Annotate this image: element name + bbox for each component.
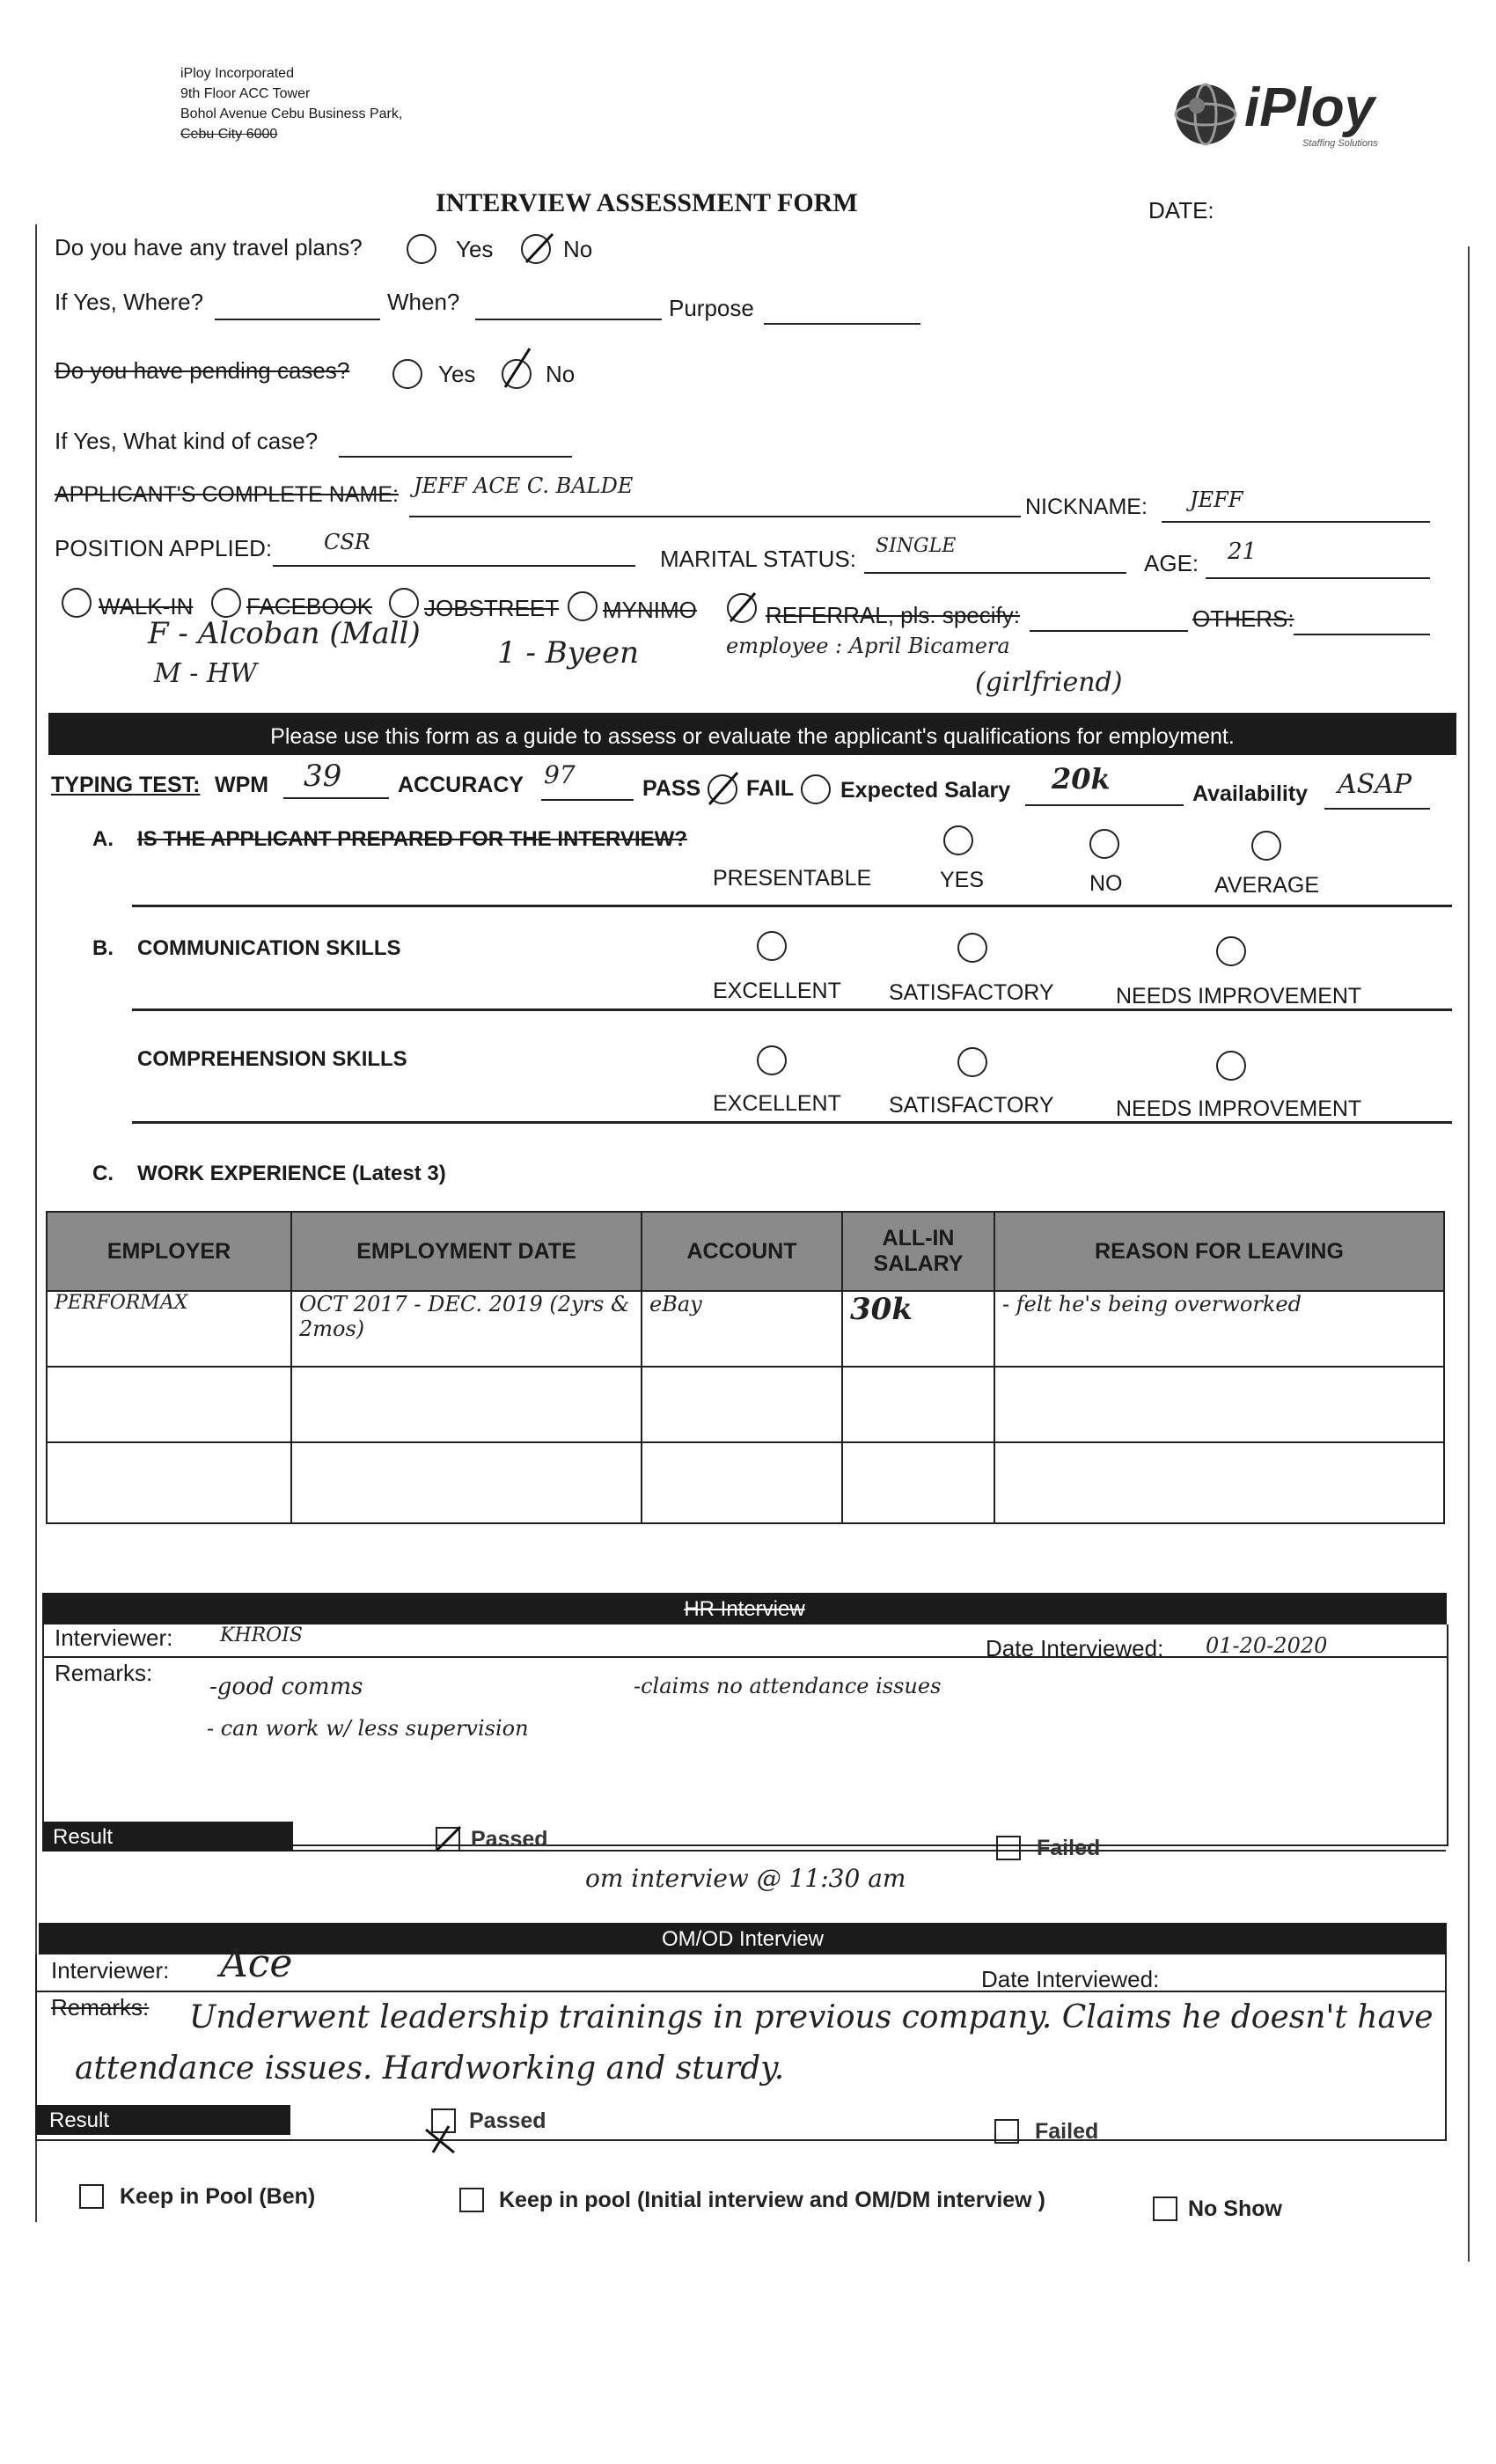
table-cell[interactable] [842,1367,994,1442]
table-cell[interactable] [47,1442,291,1523]
table-cell[interactable]: - felt he's being overworked [994,1291,1444,1367]
section-a-letter: A. [92,827,114,851]
column-header: REASON FOR LEAVING [994,1212,1444,1291]
check-mark-icon [422,2112,458,2156]
om-failed-checkbox[interactable] [994,2119,1019,2144]
name-value: JEFF ACE C. BALDE [414,473,634,498]
name-label: APPLICANT'S COMPLETE NAME: [55,482,399,507]
walkin-radio[interactable] [62,588,92,618]
pending-yes-radio[interactable] [392,359,422,389]
column-header: EMPLOYMENT DATE [291,1212,642,1291]
date-label: DATE: [1148,197,1214,224]
table-row [47,1291,1444,1367]
position-label: POSITION APPLIED: [55,535,273,561]
left-border [35,224,37,2222]
case-field[interactable] [339,456,572,458]
where-field[interactable] [215,319,380,320]
comp-excellent-label: EXCELLENT [713,1091,841,1116]
marital-field[interactable] [864,572,1126,574]
mynimo-label: MYNIMO [603,597,697,623]
om-result-bar [35,2105,290,2135]
availability-label: Availability [1192,781,1309,806]
option-yes-label: YES [940,868,985,892]
note-mother: M - HW [154,658,257,689]
marital-value: SINGLE [876,535,957,557]
keep-in-pool-ben-label: Keep in Pool (Ben) [120,2184,316,2209]
wpm-field[interactable] [283,797,389,799]
hr-failed-label: Failed [1037,1836,1101,1860]
table-cell[interactable] [642,1442,842,1523]
note-referral-relation: (girlfriend) [975,667,1123,698]
referral-field[interactable] [1030,630,1188,632]
accuracy-field[interactable] [541,799,634,801]
om-inner-line [35,1991,1445,1992]
pending-question: Do you have pending cases? [55,357,350,384]
right-border [1468,246,1470,2262]
guide-banner [48,713,1456,755]
om-date-label: Date Interviewed: [981,1966,1160,1992]
check-mark-icon [434,1823,464,1853]
salary-value: 20k [1052,762,1111,796]
keep-in-pool-initial-checkbox[interactable] [459,2188,484,2212]
jobstreet-label: JOBSTREET [424,595,560,621]
table-cell[interactable] [291,1367,642,1442]
om-remarks-label: Remarks: [51,1994,150,2020]
age-value: 21 [1228,539,1258,565]
others-field[interactable] [1294,634,1430,635]
section-divider [132,1121,1452,1124]
comm-needs-improvement-label: NEEDS IMPROVEMENT [1116,984,1362,1008]
availability-field[interactable] [1324,808,1430,810]
purpose-field[interactable] [764,323,920,325]
if-yes-where-label: If Yes, Where? [55,289,204,315]
wpm-value: 39 [304,759,342,794]
company-name: iPloy Incorporated [180,66,294,81]
table-cell[interactable] [842,1442,994,1523]
presentable-label: PRESENTABLE [713,866,872,891]
table-cell[interactable]: PERFORMAX [47,1291,291,1367]
company-logo [1170,75,1399,154]
hr-interviewer-value: KHROIS [220,1624,303,1646]
fail-radio[interactable] [801,774,831,804]
hr-date-label: Date Interviewed: [986,1635,1164,1661]
comp-satisfactory-label: SATISFACTORY [889,1093,1054,1118]
work-experience-table [46,1211,1445,1524]
table-cell[interactable] [994,1442,1444,1523]
keep-in-pool-initial-label: Keep in pool (Initial interview and OM/DM interview ) [499,2188,1045,2212]
address-line: Cebu City 6000 [180,127,278,142]
hr-interview-title: HR Interview [684,1597,805,1621]
address-line: 9th Floor ACC Tower [180,86,311,101]
comm-excellent-label: EXCELLENT [713,979,841,1003]
om-remark: attendance issues. Hardworking and sturdy. [75,2050,785,2086]
hr-date-value: 01-20-2020 [1206,1633,1328,1658]
typing-label: TYPING TEST: [51,773,201,797]
logo-wordmark: iPloy [1244,77,1375,138]
comm-satisfactory-radio[interactable] [957,933,987,963]
hr-result-label: Result [53,1825,114,1849]
position-value: CSR [324,530,370,554]
comp-satisfactory-radio[interactable] [957,1047,987,1077]
comp-excellent-radio[interactable] [757,1045,787,1075]
column-header: ALL-IN SALARY [842,1212,994,1291]
wpm-label: WPM [215,773,269,797]
salary-field[interactable] [1025,804,1184,806]
referral-label: REFERRAL, pls. specify: [766,602,1020,628]
position-field[interactable] [273,565,635,567]
hr-remark: - can work w/ less supervision [207,1716,529,1741]
section-divider [132,905,1452,907]
availability-value: ASAP [1338,769,1412,800]
table-cell[interactable]: 30k [842,1291,994,1367]
comp-needs-improvement-radio[interactable] [1216,1051,1246,1081]
section-divider [132,1008,1452,1011]
note-siblings: 1 - Byeen [497,635,640,671]
section-a-title: IS THE APPLICANT PREPARED FOR THE INTERVIEW? [137,827,687,851]
table-cell[interactable] [291,1442,642,1523]
travel-no-label: No [563,236,593,262]
logo-tagline: Staffing Solutions [1302,138,1378,149]
name-field[interactable] [409,516,1021,517]
pending-no-label: No [546,361,576,387]
section-c-letter: C. [92,1162,114,1185]
age-field[interactable] [1206,577,1430,579]
om-interview-title: OM/OD Interview [661,1927,825,1951]
table-row [47,1442,1444,1523]
pass-label: PASS [642,776,701,801]
keep-in-pool-ben-checkbox[interactable] [79,2184,104,2209]
option-average-label: AVERAGE [1214,873,1320,898]
hr-result-line [293,1850,1446,1852]
company-address [180,63,402,144]
hr-remark: -claims no attendance issues [634,1674,942,1698]
comp-needs-improvement-label: NEEDS IMPROVEMENT [1116,1096,1362,1121]
om-passed-label: Passed [469,2108,546,2133]
comm-satisfactory-label: SATISFACTORY [889,980,1054,1005]
section-b-letter: B. [92,936,114,960]
accuracy-label: ACCURACY [398,773,524,797]
om-interviewer-value: Ace [220,1941,293,1986]
option-no-label: NO [1089,871,1123,896]
salary-label: Expected Salary [840,778,1011,803]
marital-label: MARITAL STATUS: [660,546,856,572]
when-label: When? [387,289,460,315]
prepared-yes-radio[interactable] [943,825,973,855]
purpose-label: Purpose [669,295,754,321]
facebook-radio[interactable] [211,588,241,618]
accuracy-value: 97 [544,760,576,789]
jobstreet-radio[interactable] [389,588,419,618]
om-interviewer-label: Interviewer: [51,1957,170,1984]
walkin-label: WALK-IN [99,593,194,620]
check-mark-icon [500,345,539,391]
guide-text: Please use this form as a guide to assess or evaluate the applicant's qualifications for employment. [270,724,1235,749]
table-cell[interactable] [994,1367,1444,1442]
table-row [47,1367,1444,1442]
table-cell[interactable] [47,1367,291,1442]
prepared-no-radio[interactable] [1089,829,1119,859]
no-show-checkbox[interactable] [1153,2196,1177,2221]
age-label: AGE: [1144,550,1199,576]
pending-yes-label: Yes [438,361,476,387]
table-cell[interactable]: OCT 2017 - DEC. 2019 (2yrs & 2mos) [291,1291,642,1367]
travel-question: Do you have any travel plans? [55,234,363,260]
section-b-title: COMMUNICATION SKILLS [137,936,401,960]
column-header: EMPLOYER [47,1212,291,1291]
case-question: If Yes, What kind of case? [55,428,319,454]
om-remark: Underwent leadership trainings in previous company. Claims he doesn't have [189,1999,1434,2035]
hr-remarks-label: Remarks: [55,1660,153,1686]
hr-passed-label: Passed [471,1827,548,1852]
hr-interview-header [42,1593,1447,1624]
table-cell[interactable] [642,1367,842,1442]
travel-yes-label: Yes [456,236,494,262]
table-cell[interactable]: eBay [642,1291,842,1367]
nickname-field[interactable] [1162,521,1430,523]
note-referral: employee : April Bicamera [726,634,1010,658]
others-label: OTHERS: [1192,605,1294,632]
facebook-label: FACEBOOK [246,593,373,620]
comprehension-title: COMPREHENSION SKILLS [137,1047,407,1071]
prepared-average-radio[interactable] [1251,831,1281,861]
hr-result-bar [42,1822,293,1852]
nickname-label: NICKNAME: [1025,495,1148,519]
column-header: ACCOUNT [642,1212,842,1291]
table-header-row [47,1212,1444,1291]
check-mark-icon [725,590,760,625]
address-line: Bohol Avenue Cebu Business Park, [180,106,403,121]
check-mark-icon [521,231,556,266]
comm-needs-improvement-radio[interactable] [1216,936,1246,966]
hr-remark: -good comms [209,1674,363,1700]
hr-interviewer-label: Interviewer: [55,1624,173,1651]
comm-excellent-radio[interactable] [757,931,787,961]
mynimo-radio[interactable] [568,591,598,621]
when-field[interactable] [475,319,662,320]
travel-yes-radio[interactable] [407,234,436,264]
om-result-label: Result [49,2108,110,2132]
check-mark-icon [706,769,741,808]
hr-failed-checkbox[interactable] [996,1836,1021,1860]
fail-label: FAIL [746,776,795,801]
om-failed-label: Failed [1035,2119,1099,2144]
globe-icon [1170,79,1241,150]
note-father: F - Alcoban (Mall) [148,616,421,651]
section-c-title: WORK EXPERIENCE (Latest 3) [137,1162,446,1185]
nickname-value: JEFF [1190,488,1243,512]
om-schedule-note: om interview @ 11:30 am [585,1864,906,1893]
no-show-label: No Show [1188,2196,1282,2221]
form-title: INTERVIEW ASSESSMENT FORM [436,188,858,217]
